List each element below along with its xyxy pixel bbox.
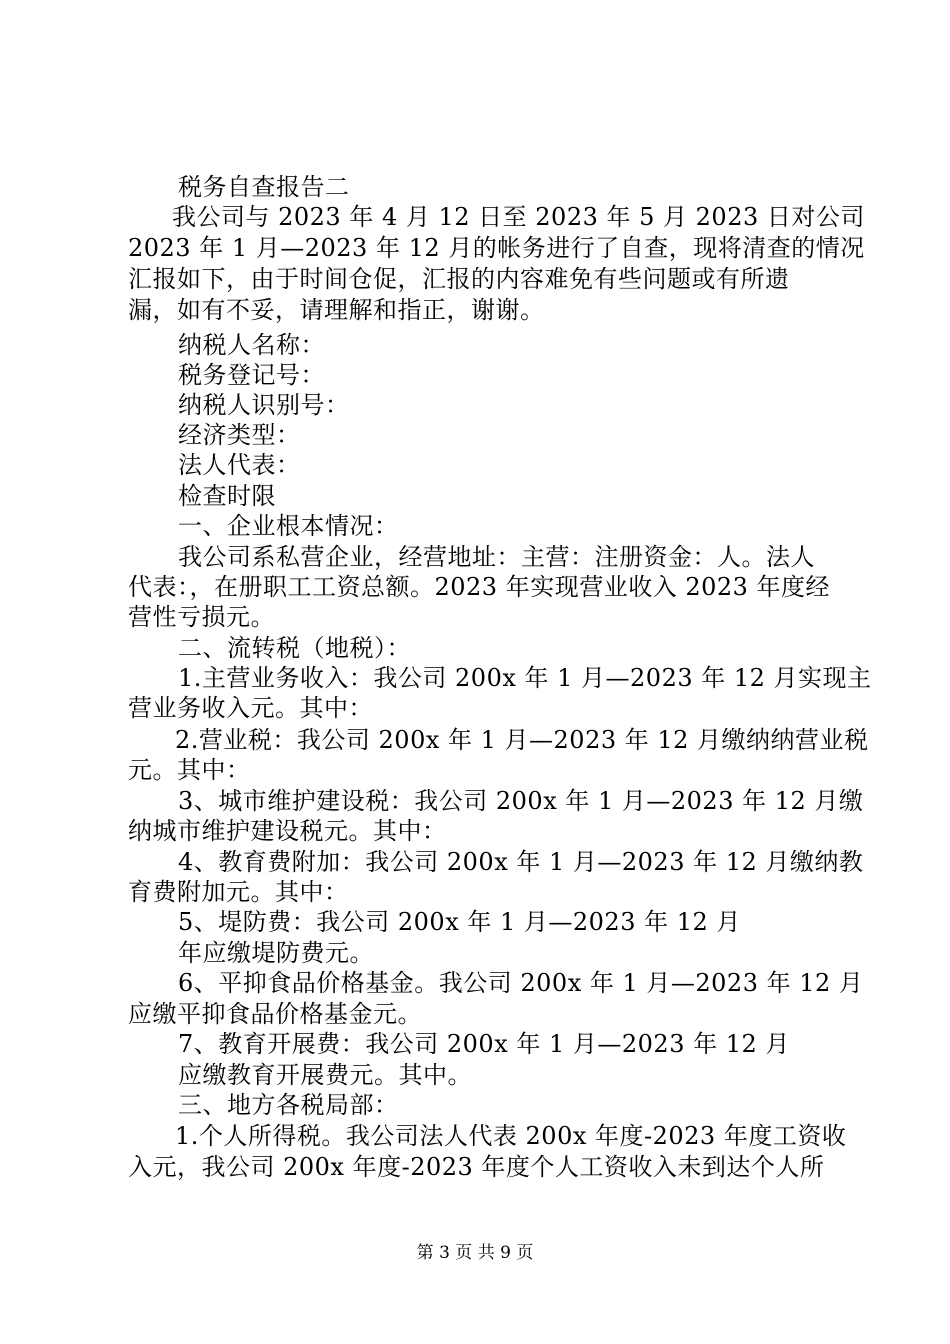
field-economic-type: 经济类型： <box>178 421 301 449</box>
body-line: 汇报如下，由于时间仓促，汇报的内容难免有些问题或有所遗 <box>128 265 790 293</box>
document-title: 税务自查报告二 <box>178 173 350 201</box>
body-line: 漏，如有不妥，请理解和指正，谢谢。 <box>128 296 545 324</box>
body-line: 入元，我公司 200x 年度-2023 年度个人工资收入未到达个人所 <box>128 1153 825 1181</box>
field-taxpayer-name: 纳税人名称： <box>178 331 325 359</box>
body-line: 4、教育费附加：我公司 200x 年 1 月—2023 年 12 月缴纳教 <box>178 848 864 876</box>
field-inspection-period: 检查时限 <box>178 482 276 510</box>
section-heading: 一、企业根本情况： <box>178 512 399 540</box>
body-line: 年应缴堤防费元。 <box>178 939 374 967</box>
body-line: 7、教育开展费：我公司 200x 年 1 月—2023 年 12 月 <box>178 1030 790 1058</box>
body-line: 1.主营业务收入：我公司 200x 年 1 月—2023 年 12 月实现主 <box>178 664 872 692</box>
body-line: 代表：，在册职工工资总额。2023 年实现营业收入 2023 年度经 <box>128 573 831 601</box>
body-line: 3、城市维护建设税：我公司 200x 年 1 月—2023 年 12 月缴 <box>178 787 864 815</box>
section-heading: 二、流转税（地税）： <box>178 634 411 662</box>
body-line: 应缴平抑食品价格基金元。 <box>128 1000 422 1028</box>
body-line: 2023 年 1 月—2023 年 12 月的帐务进行了自查，现将清查的情况 <box>128 234 865 262</box>
body-line: 育费附加元。其中： <box>128 878 349 906</box>
body-line: 应缴教育开展费元。其中。 <box>178 1061 472 1089</box>
body-line: 元。其中： <box>128 756 251 784</box>
body-line: 5、堤防费：我公司 200x 年 1 月—2023 年 12 月 <box>178 908 741 936</box>
field-legal-representative: 法人代表： <box>178 451 301 479</box>
body-line: 营业务收入元。其中： <box>128 694 373 722</box>
body-line: 营性亏损元。 <box>128 603 275 631</box>
body-line: 1.个人所得税。我公司法人代表 200x 年度-2023 年度工资收 <box>175 1122 847 1150</box>
field-taxpayer-id: 纳税人识别号： <box>178 391 350 419</box>
field-tax-registration-number: 税务登记号： <box>178 361 325 389</box>
body-line: 我公司系私营企业，经营地址：主营：注册资金：人。法人 <box>178 543 815 571</box>
body-line: 6、平抑食品价格基金。我公司 200x 年 1 月—2023 年 12 月 <box>178 969 864 997</box>
page-number-footer: 第 3 页 共 9 页 <box>416 1243 534 1263</box>
section-heading: 三、地方各税局部： <box>178 1091 399 1119</box>
body-line: 纳城市维护建设税元。其中： <box>128 817 447 845</box>
body-line: 我公司与 2023 年 4 月 12 日至 2023 年 5 月 2023 日对公司 <box>172 203 865 231</box>
body-line: 2.营业税：我公司 200x 年 1 月—2023 年 12 月缴纳纳营业税 <box>175 726 869 754</box>
